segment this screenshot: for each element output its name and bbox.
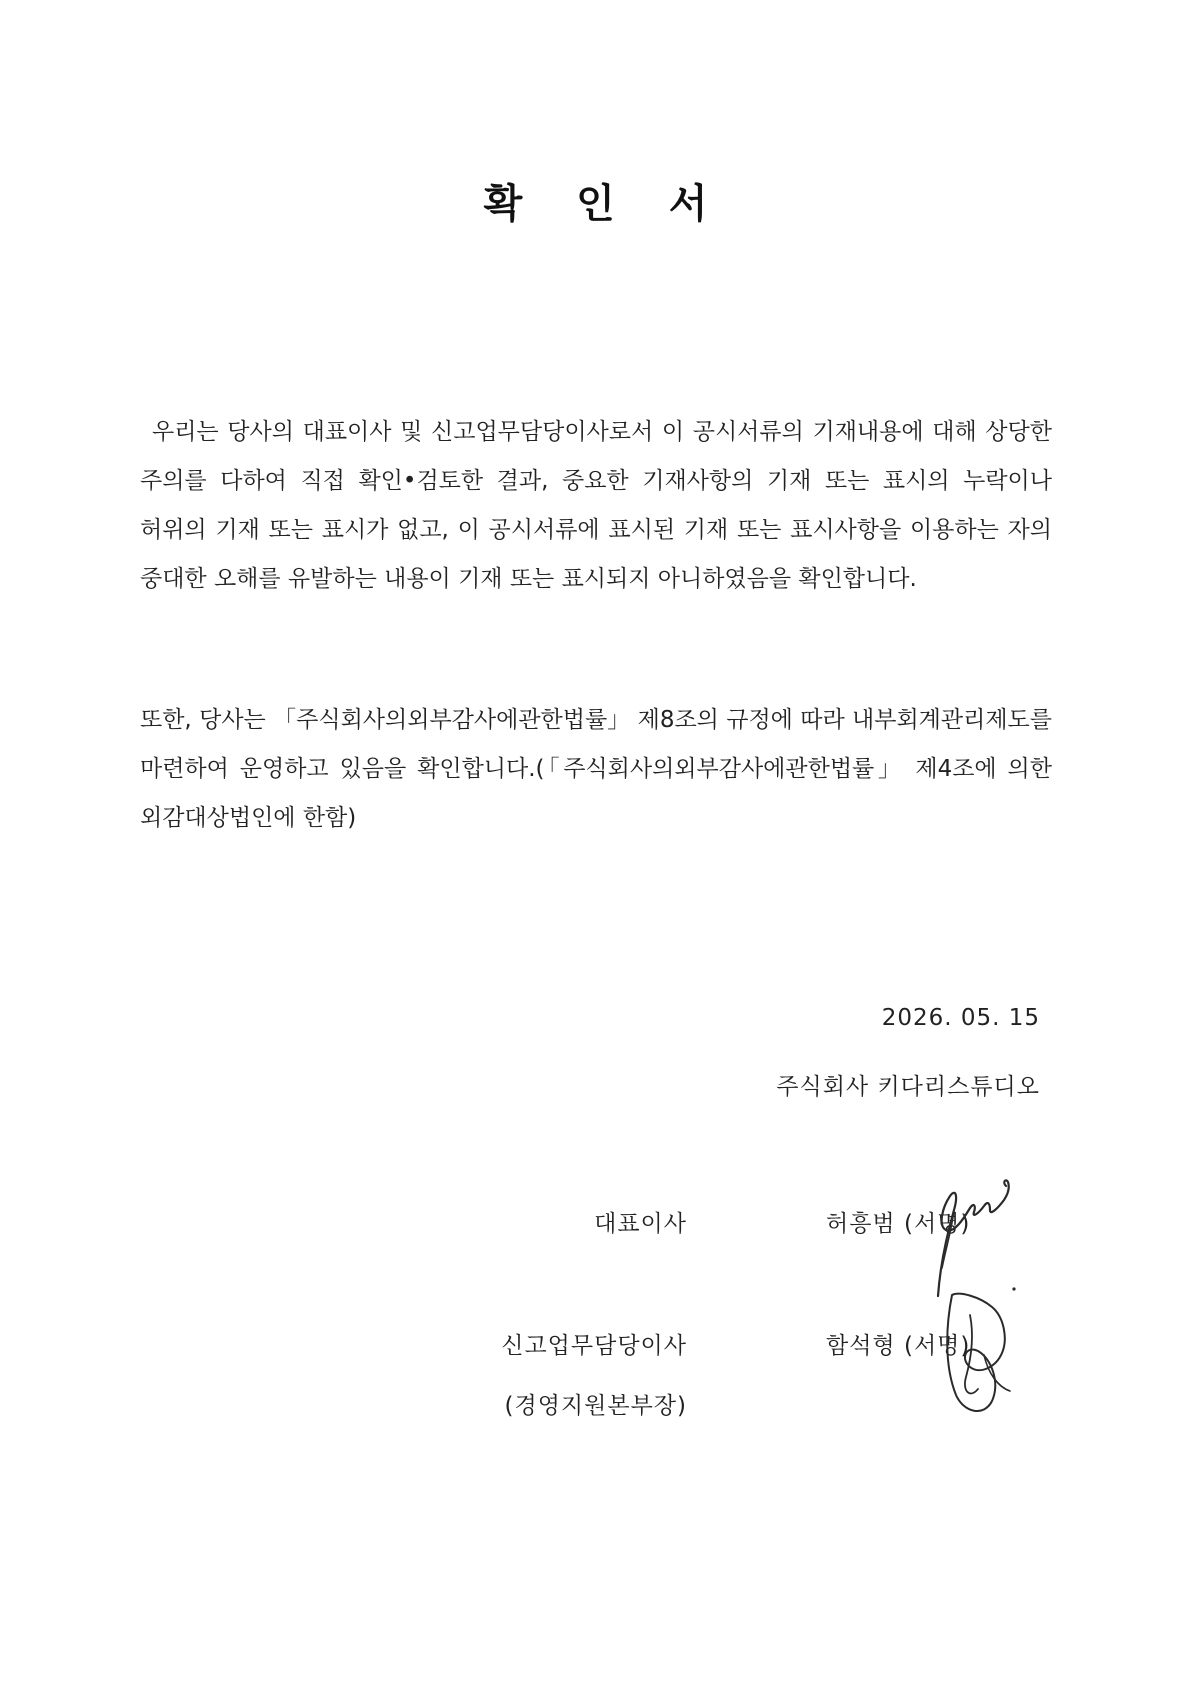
ceo-name: 허흥범 (서명) (826, 1211, 971, 1237)
document-title: 확 인 서 (483, 181, 728, 227)
ceo-role-label: 대표이사 (594, 1211, 687, 1237)
document-date: 2026. 05. 15 (881, 1005, 1040, 1031)
company-name: 주식회사 키다리스튜디오 (776, 1074, 1040, 1100)
officer-name: 함석형 (서명) (826, 1333, 971, 1359)
internal-control-paragraph: 또한, 당사는 「주식회사의외부감사에관한법률」 제8조의 규정에 따라 내부회계관리제도를 마련하여 운영하고 있음을 확인합니다.(「주식회사의외부감사에관한법률」 제4조에 의한 외감대상법인에 한함) (140, 707, 1052, 831)
confirmation-paragraph: 우리는 당사의 대표이사 및 신고업무담당이사로서 이 공시서류의 기재내용에 대해 상당한 주의를 다하여 직접 확인•검토한 결과, 중요한 기재사항의 기재 또는 표시의 누락이나 허위의 기재 또는 표시가 없고, 이 공시서류에 표시된 기재 또는 표시사항을 이용하는 자의 중대한 오해를 유발하는 내용이 기재 또는 표시되지 아니하였음을 확인합니다. (140, 419, 1052, 592)
officer-department: (경영지원본부장) (504, 1393, 687, 1419)
officer-role-label: 신고업무담당이사 (501, 1333, 687, 1359)
